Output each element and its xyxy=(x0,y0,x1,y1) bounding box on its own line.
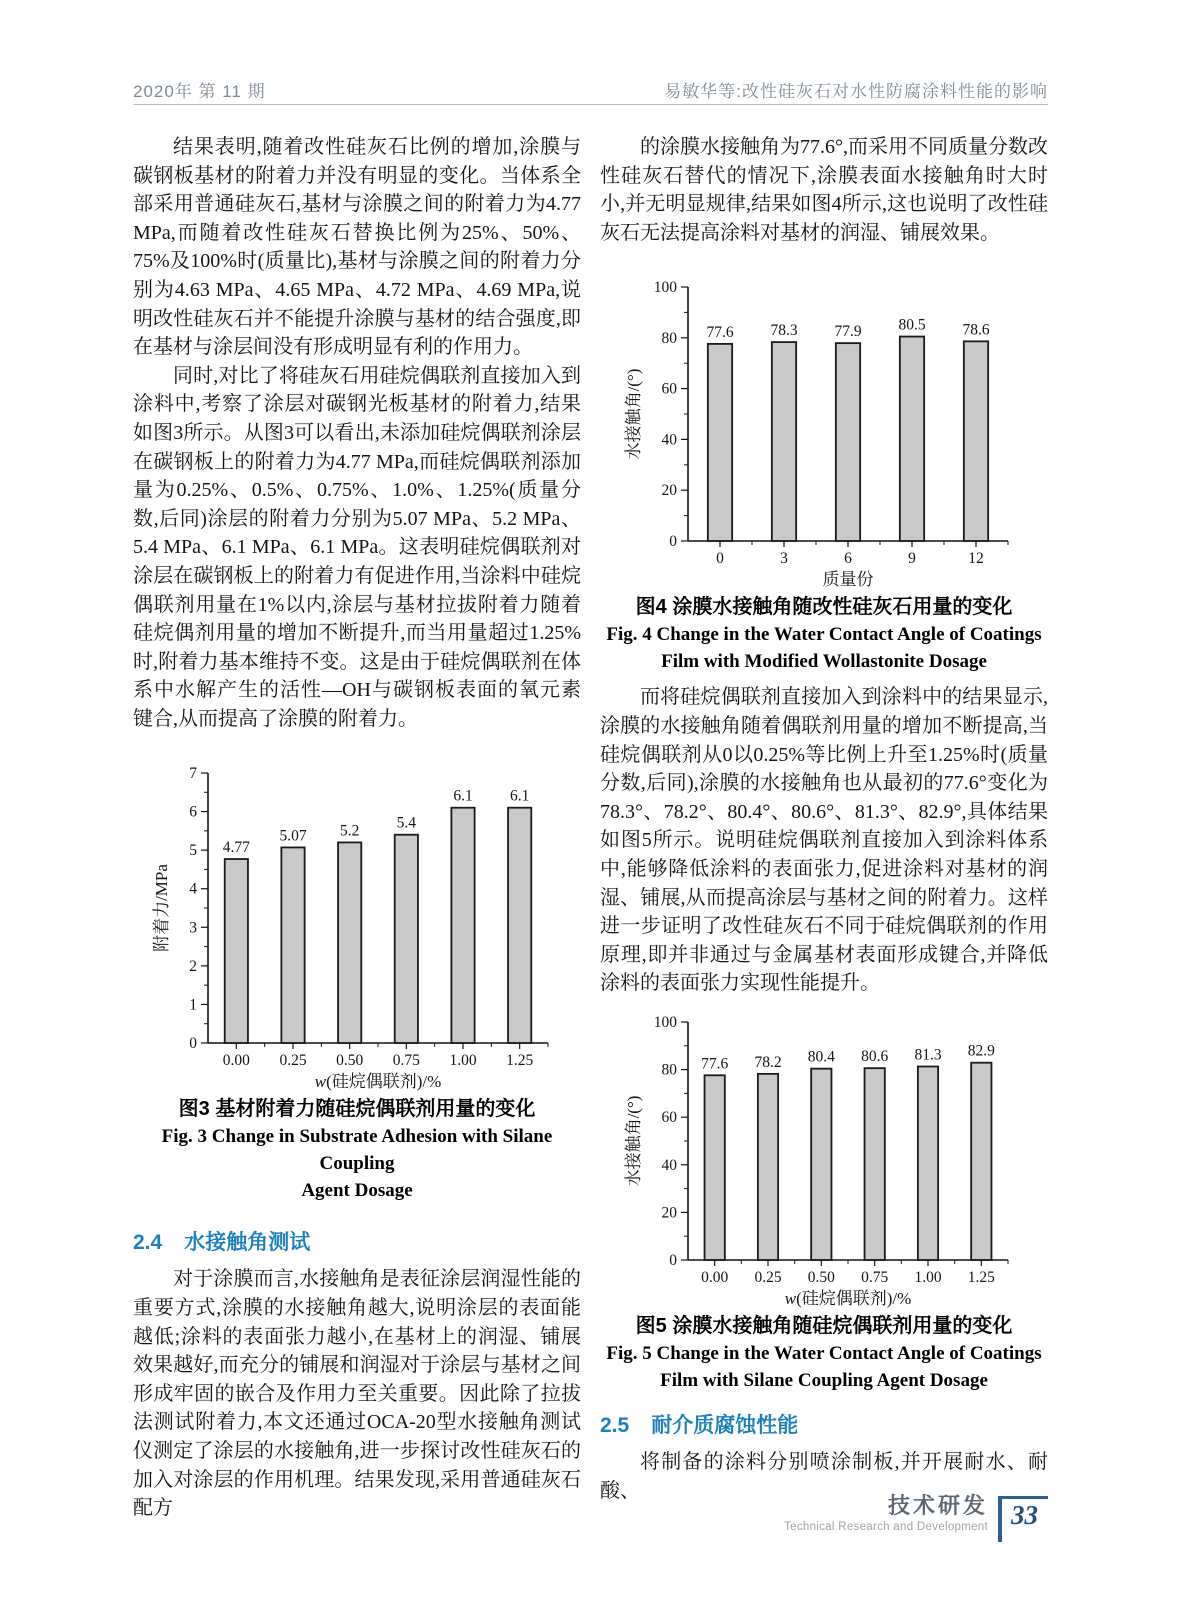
figure-3-caption-zh: 图3 基材附着力随硅烷偶联剂用量的变化 xyxy=(178,1098,536,1121)
svg-text:1.25: 1.25 xyxy=(967,1268,995,1286)
figure-3-caption-en-line1: Fig. 3 Change in Substrate Adhesion with Silane Coupling xyxy=(161,1126,553,1175)
svg-text:0: 0 xyxy=(669,533,677,551)
section-2-5-title: 耐介质腐蚀性能 xyxy=(651,1413,799,1437)
paragraph-wollastonite-contact-angle: 的涂膜水接触角为77.6°,而采用不同质量分数改性硅灰石替代的情况下,涂膜表面水接触角时大时小,并无明显规律,结果如图4所示,这也说明了改性硅灰石无法提高涂料对基材的润湿、铺展效果。 xyxy=(600,136,1048,244)
svg-text:40: 40 xyxy=(661,1156,677,1174)
svg-text:5.2: 5.2 xyxy=(339,822,360,840)
svg-text:w(硅烷偶联剂)/%: w(硅烷偶联剂)/% xyxy=(314,1072,442,1092)
svg-text:82.9: 82.9 xyxy=(967,1042,995,1060)
svg-text:0.25: 0.25 xyxy=(754,1268,782,1286)
section-2-4-title: 水接触角测试 xyxy=(184,1231,311,1255)
svg-text:2: 2 xyxy=(189,958,197,976)
svg-text:0.00: 0.00 xyxy=(222,1052,250,1070)
svg-text:0: 0 xyxy=(189,1035,197,1053)
svg-text:100: 100 xyxy=(653,1013,677,1031)
figure-5-caption-zh: 图5 涂膜水接触角随硅烷偶联剂用量的变化 xyxy=(635,1314,1013,1337)
footer xyxy=(784,1494,1048,1542)
figure-3 xyxy=(133,759,581,1204)
svg-text:水接触角/(°): 水接触角/(°) xyxy=(624,368,643,460)
page-number: 33 xyxy=(1011,1500,1038,1530)
svg-text:78.3: 78.3 xyxy=(770,322,798,340)
svg-text:5.4: 5.4 xyxy=(396,815,417,833)
journal-issue: 2020年 第 11 期 xyxy=(133,82,266,101)
figure-5-bar-chart xyxy=(600,1008,1048,1308)
svg-text:40: 40 xyxy=(661,431,677,449)
paragraph-contact-angle-intro: 对于涂膜而言,水接触角是表征涂层润湿性能的重要方式,涂膜的水接触角越大,说明涂层的表面能越低;涂料的表面张力越小,在基材上的润湿、铺展效果越好,而充分的铺展和润湿对于涂层与基材之间形成牢固的嵌合及作用力至关重要。因此除了拉拔法测试附着力,本文还通过OCA-20型水接触角测试仪测定了涂层的水接触角,进一步探讨改性硅灰石的加入对涂层的作用机理。结果发现,采用普通硅灰石配方 xyxy=(133,1268,581,1520)
svg-text:7: 7 xyxy=(189,765,197,783)
footer-section-zh: 技术研发 xyxy=(887,1493,988,1518)
svg-text:附着力/MPa: 附着力/MPa xyxy=(152,864,171,953)
svg-text:100: 100 xyxy=(653,279,677,297)
figure-4-bar-chart xyxy=(600,273,1048,589)
section-2-5-heading xyxy=(600,1412,1048,1440)
left-column xyxy=(133,133,581,1523)
svg-text:w(硅烷偶联剂)/%: w(硅烷偶联剂)/% xyxy=(784,1288,912,1308)
svg-text:水接触角/(°): 水接触角/(°) xyxy=(624,1095,643,1187)
svg-text:0.50: 0.50 xyxy=(807,1268,835,1286)
section-2-4-number: 2.4 xyxy=(133,1231,163,1255)
svg-text:6: 6 xyxy=(844,550,852,568)
figure-5-caption-en-line2: Film with Silane Coupling Agent Dosage xyxy=(660,1369,988,1391)
svg-text:5: 5 xyxy=(189,842,197,860)
svg-text:81.3: 81.3 xyxy=(914,1046,942,1064)
figure-3-bar-chart xyxy=(133,759,581,1091)
svg-text:1.25: 1.25 xyxy=(506,1052,534,1070)
svg-text:12: 12 xyxy=(968,550,984,568)
svg-text:20: 20 xyxy=(661,482,677,500)
svg-text:4: 4 xyxy=(189,881,197,899)
figure-4-caption-en-line1: Fig. 4 Change in the Water Contact Angle of Coatings xyxy=(606,624,1042,646)
svg-text:1.00: 1.00 xyxy=(449,1052,477,1070)
svg-text:80.6: 80.6 xyxy=(861,1048,889,1066)
svg-text:78.6: 78.6 xyxy=(962,321,990,339)
svg-text:0.75: 0.75 xyxy=(392,1052,420,1070)
header-divider xyxy=(133,104,1048,105)
figure-5 xyxy=(600,1008,1048,1394)
figure-4 xyxy=(600,273,1048,675)
svg-text:质量份: 质量份 xyxy=(822,570,874,590)
svg-text:0.00: 0.00 xyxy=(701,1268,729,1286)
svg-text:80.4: 80.4 xyxy=(807,1048,835,1066)
svg-text:6: 6 xyxy=(189,804,197,822)
svg-text:6.1: 6.1 xyxy=(509,788,530,806)
figure-3-caption-en-line2: Agent Dosage xyxy=(301,1180,413,1202)
svg-text:9: 9 xyxy=(908,550,916,568)
svg-text:77.9: 77.9 xyxy=(834,323,862,341)
svg-text:0.50: 0.50 xyxy=(336,1052,364,1070)
svg-text:80.5: 80.5 xyxy=(898,316,926,334)
footer-section-en: Technical Research and Development xyxy=(784,1521,988,1533)
svg-text:3: 3 xyxy=(780,550,788,568)
running-title: 易敏华等:改性硅灰石对水性防腐涂料性能的影响 xyxy=(664,82,1048,101)
svg-text:1: 1 xyxy=(189,996,197,1014)
page-number-badge xyxy=(998,1496,1048,1542)
svg-text:0.25: 0.25 xyxy=(279,1052,307,1070)
svg-text:78.2: 78.2 xyxy=(754,1053,782,1071)
footer-section-label xyxy=(784,1494,988,1533)
svg-text:60: 60 xyxy=(661,380,677,398)
svg-text:80: 80 xyxy=(661,1061,677,1079)
figure-4-caption-zh: 图4 涂膜水接触角随改性硅灰石用量的变化 xyxy=(635,596,1013,619)
section-2-5-number: 2.5 xyxy=(600,1413,630,1437)
svg-text:6.1: 6.1 xyxy=(453,788,473,806)
svg-text:1.00: 1.00 xyxy=(914,1268,942,1286)
paragraph-silane-contact-angle: 而将硅烷偶联剂直接加入到涂料中的结果显示,涂膜的水接触角随着偶联剂用量的增加不断提高,当硅烷偶联剂从0以0.25%等比例上升至1.25%时(质量分数,后同),涂膜的水接触角也从最初的77.6°变化为78.3°、78.2°、80.4°、80.6°、81.3°、82.9°,具体结果如图5所示。说明硅烷偶联剂直接加入到涂料体系中,能够降低涂料的表面张力,促进涂料对基材的润湿、铺展,从而提高涂层与基材之间的附着力。这样进一步证明了改性硅灰石不同于硅烷偶联剂的作用原理,即并非通过与金属基材表面形成键合,并降低涂料的表面张力实现性能提升。 xyxy=(600,686,1048,995)
right-column xyxy=(600,133,1048,1505)
figure-4-caption-en-line2: Film with Modified Wollastonite Dosage xyxy=(661,651,987,673)
svg-text:0.75: 0.75 xyxy=(861,1268,889,1286)
svg-text:77.6: 77.6 xyxy=(706,324,734,342)
paragraph-corrosion-intro: 将制备的涂料分别喷涂制板,并开展耐水、耐酸、 xyxy=(600,1450,1048,1502)
paragraph-adhesion-results: 结果表明,随着改性硅灰石比例的增加,涂膜与碳钢板基材的附着力并没有明显的变化。当体系全部采用普通硅灰石,基材与涂膜之间的附着力为4.77 MPa,而随着改性硅灰石替换比例为25%、50%、75%及100%时(质量比),基材与涂膜之间的附着力分别为4.63 MPa、4.65 MPa、4.72 MPa、4.69 MPa,说明改性硅灰石并不能提升涂膜与基材的结合强度,即在基材与涂层间没有形成明显有利的作用力。 xyxy=(133,136,581,359)
svg-text:60: 60 xyxy=(661,1109,677,1127)
section-2-4-heading xyxy=(133,1229,581,1257)
figure-5-caption-en-line1: Fig. 5 Change in the Water Contact Angle of Coatings xyxy=(606,1342,1042,1364)
svg-text:80: 80 xyxy=(661,330,677,348)
svg-text:77.6: 77.6 xyxy=(701,1055,729,1073)
svg-text:5.07: 5.07 xyxy=(279,827,307,845)
svg-text:3: 3 xyxy=(189,919,197,937)
paragraph-silane-adhesion: 同时,对比了将硅灰石用硅烷偶联剂直接加入到涂料中,考察了涂层对碳钢光板基材的附着力,结果如图3所示。从图3可以看出,未添加硅烷偶联剂涂层在碳钢板上的附着力为4.77 MPa,而硅烷偶联剂添加量为0.25%、0.5%、0.75%、1.0%、1.25%(质量分数,后同)涂层的附着力分别为5.07 MPa、5.2 MPa、5.4 MPa、6.1 MPa、6.1 MPa。这表明硅烷偶联剂对涂层在碳钢板上的附着力有促进作用,当涂料中硅烷偶联剂用量在1%以内,涂层与基材拉拔附着力随着硅烷偶剂用量的增加不断提升,而当用量超过1.25%时,附着力基本维持不变。这是由于硅烷偶联剂在体系中水解产生的活性—OH与碳钢板表面的氧元素键合,从而提高了涂膜的附着力。 xyxy=(133,364,581,730)
svg-text:4.77: 4.77 xyxy=(222,839,250,857)
svg-text:0: 0 xyxy=(669,1251,677,1269)
svg-text:20: 20 xyxy=(661,1204,677,1222)
svg-text:0: 0 xyxy=(716,550,724,568)
